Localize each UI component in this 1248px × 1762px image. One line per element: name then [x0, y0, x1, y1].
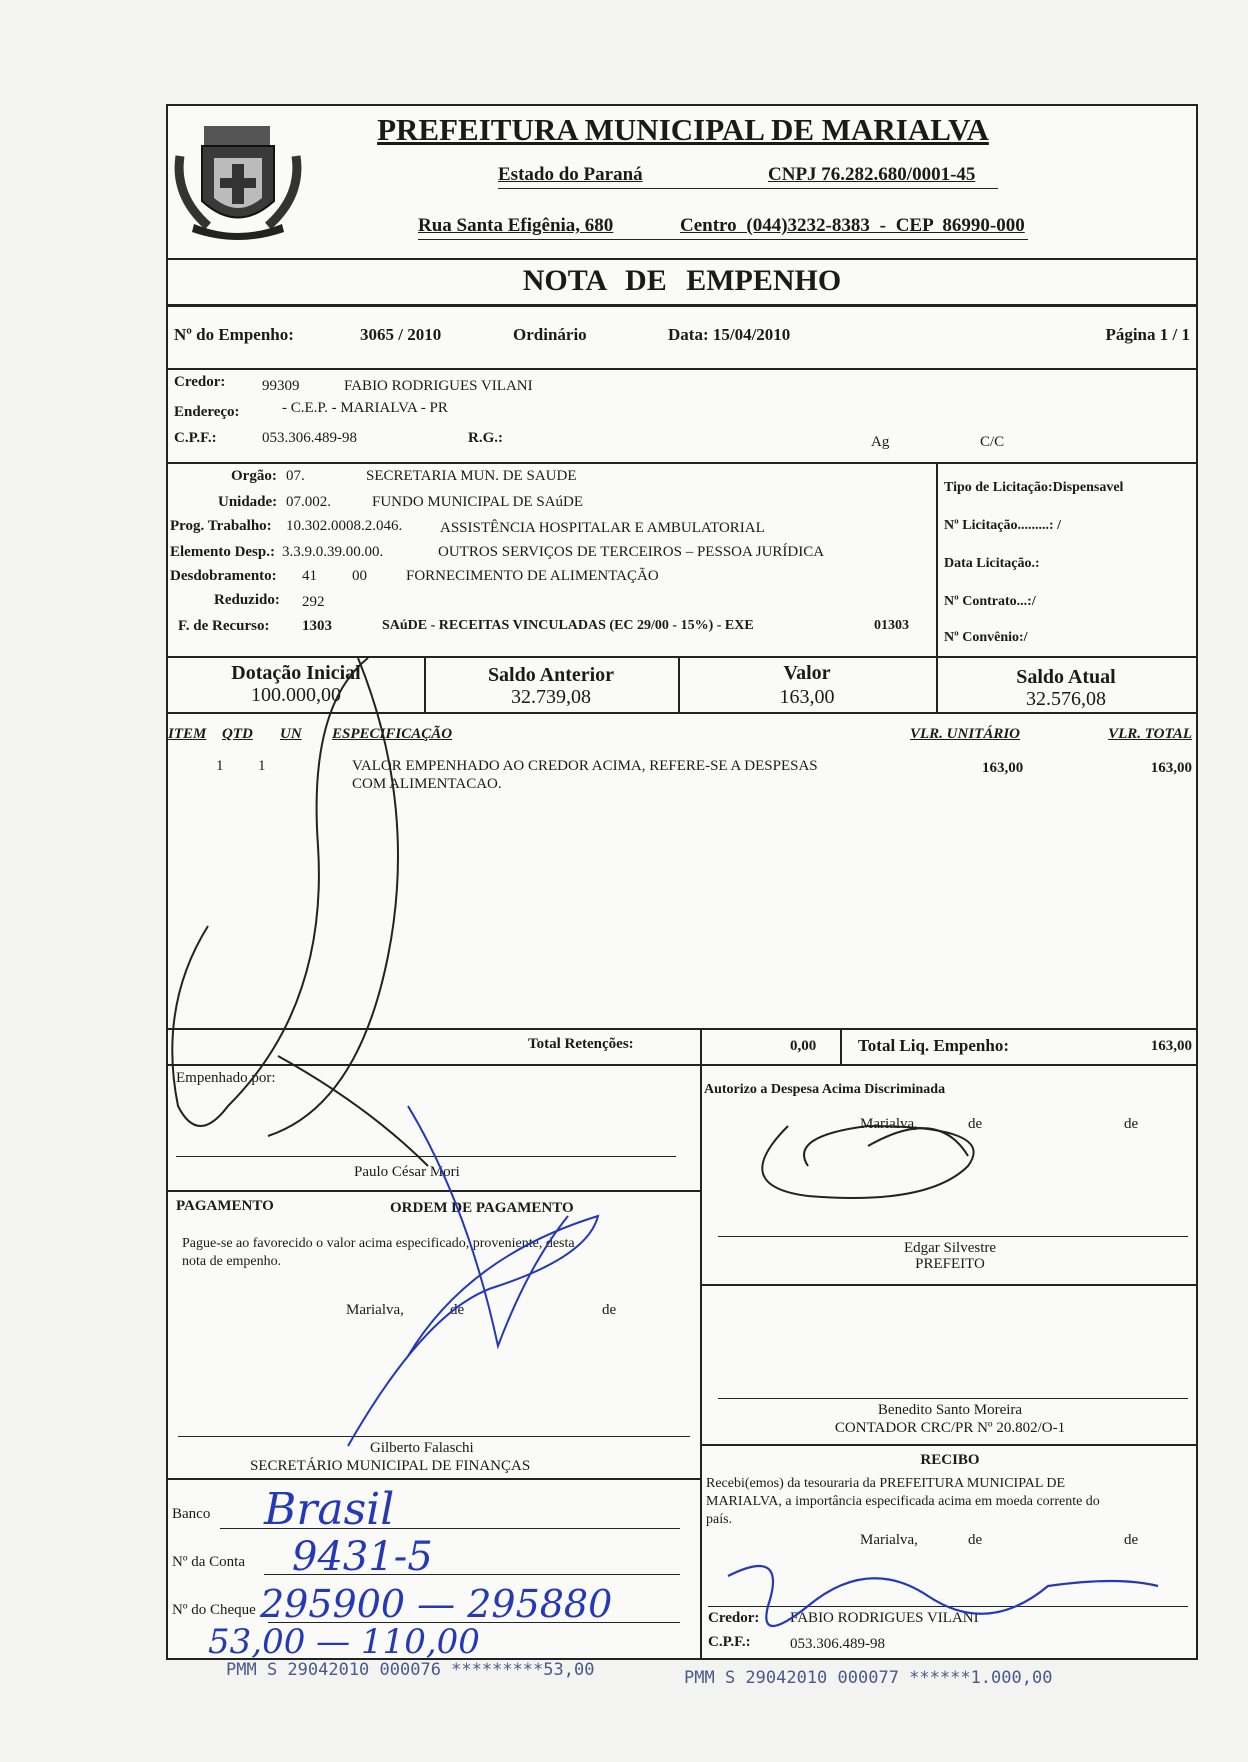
- rg-label: R.G.:: [468, 430, 503, 446]
- desd-label: Desdobramento:: [170, 568, 277, 584]
- prog-code: 10.302.0008.2.046.: [286, 518, 403, 534]
- unidade-name: FUNDO MUNICIPAL DE SAúDE: [372, 494, 583, 510]
- desd-name: FORNECIMENTO DE ALIMENTAÇÃO: [406, 568, 659, 584]
- empenho-type: Ordinário: [513, 325, 587, 344]
- item-vlr-total: 163,00: [1150, 760, 1192, 776]
- prog-name: ASSISTÊNCIA HOSPITALAR E AMBULATORIAL: [440, 520, 765, 536]
- total-liq-label: Total Liq. Empenho:: [858, 1036, 1009, 1055]
- empenhado-label: Empenhado por:: [176, 1070, 276, 1086]
- contador-role: CONTADOR CRC/PR Nº 20.802/O-1: [834, 1420, 1066, 1436]
- empenho-page: Página 1 / 1: [1105, 325, 1190, 344]
- header-cnpj: CNPJ 76.282.680/0001-45: [768, 164, 976, 185]
- col-espec: ESPECIFICAÇÃO: [332, 726, 453, 742]
- red-label: Reduzido:: [214, 592, 280, 608]
- recibo-label: RECIBO: [920, 1452, 980, 1468]
- item-number: 1: [216, 758, 224, 774]
- secretario-signer: Gilberto Falaschi: [370, 1440, 474, 1456]
- handwritten-banco: Brasil: [264, 1484, 395, 1535]
- recibo-cpf: 053.306.489-98: [790, 1636, 885, 1652]
- item-qtd: 1: [258, 758, 266, 774]
- elem-name: OUTROS SERVIÇOS DE TERCEIROS – PESSOA JURÍDICA: [438, 544, 825, 560]
- item-vlr-unit: 163,00: [982, 760, 1024, 776]
- valor-value: 163,00: [779, 686, 835, 708]
- pagamento-label: PAGAMENTO: [176, 1198, 274, 1214]
- prog-label: Prog. Trabalho:: [170, 518, 272, 534]
- ordem-pagamento: ORDEM DE PAGAMENTO: [390, 1200, 574, 1216]
- recibo-de2: de: [1124, 1532, 1139, 1548]
- stamp-2: PMM S 29042010 000077 ******1.000,00: [684, 1668, 1053, 1688]
- empenhado-signer: Paulo César Mori: [354, 1164, 460, 1180]
- recibo-city: Marialva,: [860, 1532, 918, 1548]
- dotacao-label: Dotação Inicial: [231, 662, 361, 684]
- desd-sub: 00: [352, 568, 367, 584]
- nota-de-empenho-form: [166, 104, 1198, 1660]
- pagamento-de1: de: [450, 1302, 465, 1318]
- item-desc-line1: VALOR EMPENHADO AO CREDOR ACIMA, REFERE-SE A DESPESAS: [352, 758, 818, 774]
- autorizo-de1: de: [968, 1116, 983, 1132]
- cc-label: C/C: [980, 434, 1005, 450]
- header-address: Rua Santa Efigênia, 680: [418, 215, 614, 236]
- banco-label: Banco: [172, 1506, 211, 1522]
- conta-label: Nº da Conta: [172, 1554, 245, 1570]
- saldo-atual-value: 32.576,08: [1026, 688, 1106, 710]
- autorizo-label: Autorizo a Despesa Acima Discriminada: [704, 1082, 946, 1097]
- cpf-label: C.P.F.:: [174, 430, 217, 446]
- pagamento-de2: de: [602, 1302, 617, 1318]
- pagamento-text2: nota de empenho.: [182, 1254, 282, 1269]
- orgao-code: 07.: [286, 468, 305, 484]
- dotacao-value: 100.000,00: [251, 684, 341, 706]
- credor-code: 99309: [262, 378, 300, 394]
- secretario-role: SECRETÁRIO MUNICIPAL DE FINANÇAS: [250, 1458, 531, 1474]
- doc-title: NOTA DE EMPENHO: [522, 264, 842, 297]
- col-vlr-unit: VLR. UNITÁRIO: [910, 726, 1021, 742]
- licitacao-convenio: Nº Convênio:/: [944, 630, 1028, 645]
- rec-code: 1303: [302, 618, 332, 634]
- recibo-text1: Recebi(emos) da tesouraria da PREFEITURA MUNICIPAL DE: [706, 1476, 1066, 1491]
- cpf: 053.306.489-98: [262, 430, 357, 446]
- cheque-label: Nº do Cheque: [172, 1602, 256, 1618]
- saldo-anterior-label: Saldo Anterior: [487, 664, 615, 686]
- recibo-credor-name: FABIO RODRIGUES VILANI: [790, 1610, 979, 1626]
- total-retencoes-label: Total Retenções:: [528, 1036, 634, 1052]
- total-liq-value: 163,00: [1150, 1038, 1192, 1054]
- pagamento-city: Marialva,: [346, 1302, 404, 1318]
- credor-name: FABIO RODRIGUES VILANI: [344, 378, 533, 394]
- autorizo-de2: de: [1124, 1116, 1139, 1132]
- recibo-de1: de: [968, 1532, 983, 1548]
- total-retencoes-value: 0,00: [790, 1038, 817, 1054]
- col-qtd: QTD: [222, 726, 253, 742]
- saldo-anterior-value: 32.739,08: [511, 686, 591, 708]
- saldo-atual-label: Saldo Atual: [1016, 666, 1116, 688]
- licitacao-contrato: Nº Contrato...:/: [944, 594, 1036, 609]
- elem-label: Elemento Desp.:: [170, 544, 275, 560]
- empenho-number: 3065 / 2010: [360, 325, 442, 344]
- red-code: 292: [302, 594, 325, 610]
- col-un: UN: [280, 726, 302, 742]
- recibo-text2: MARIALVA, a importância especificada acima em moeda corrente do: [706, 1494, 1100, 1509]
- rec-label: F. de Recurso:: [178, 618, 270, 634]
- licitacao-tipo: Tipo de Licitação:Dispensavel: [944, 480, 1124, 495]
- header-contact: Centro (044)3232-8383 - CEP 86990-000: [680, 215, 1025, 236]
- unidade-code: 07.002.: [286, 494, 331, 510]
- autorizo-city: Marialva,: [860, 1116, 918, 1132]
- empenho-ink-strokes: [168, 106, 1200, 1662]
- licitacao-numero: Nº Licitação.........: /: [944, 518, 1061, 533]
- valor-label: Valor: [783, 662, 831, 684]
- unidade-label: Unidade:: [218, 494, 278, 510]
- rec-name: SAúDE - RECEITAS VINCULADAS (EC 29/00 - 15%) - EXE: [382, 618, 754, 633]
- header-state: Estado do Paraná: [498, 164, 643, 185]
- pagamento-text1: Pague-se ao favorecido o valor acima especificado, proveniente, desta: [182, 1236, 575, 1251]
- elem-code: 3.3.9.0.39.00.00.: [282, 544, 384, 560]
- orgao-name: SECRETARIA MUN. DE SAUDE: [366, 468, 577, 484]
- handwritten-cheque: 295900 — 295880: [260, 1582, 613, 1626]
- endereco: - C.E.P. - MARIALVA - PR: [282, 400, 448, 416]
- empenho-date: Data: 15/04/2010: [668, 325, 791, 344]
- col-vlr-total: VLR. TOTAL: [1108, 726, 1192, 742]
- orgao-label: Orgão:: [231, 468, 277, 484]
- desd-code: 41: [302, 568, 317, 584]
- header-title: PREFEITURA MUNICIPAL DE MARIALVA: [377, 112, 989, 147]
- item-desc-line2: COM ALIMENTACAO.: [352, 776, 502, 792]
- handwritten-conta: 9431-5: [292, 1534, 433, 1580]
- endereco-label: Endereço:: [174, 404, 240, 420]
- handwritten-amount: 53,00 — 110,00: [208, 1622, 480, 1662]
- empenho-label: Nº do Empenho:: [174, 325, 294, 344]
- contador-signer: Benedito Santo Moreira: [877, 1402, 1023, 1418]
- recibo-cpf-label: C.P.F.:: [708, 1634, 751, 1650]
- rec-code2: 01303: [874, 618, 909, 633]
- recibo-text3: país.: [706, 1512, 733, 1527]
- licitacao-data: Data Licitação.:: [944, 556, 1040, 571]
- stamp-1: PMM S 29042010 000076 *********53,00: [226, 1660, 595, 1680]
- col-item: ITEM: [168, 726, 207, 742]
- ag-label: Ag: [871, 434, 890, 450]
- prefeito-role: PREFEITO: [915, 1256, 985, 1272]
- recibo-credor-label: Credor:: [708, 1610, 760, 1626]
- credor-label: Credor:: [174, 374, 226, 390]
- prefeito-signer: Edgar Silvestre: [903, 1240, 997, 1256]
